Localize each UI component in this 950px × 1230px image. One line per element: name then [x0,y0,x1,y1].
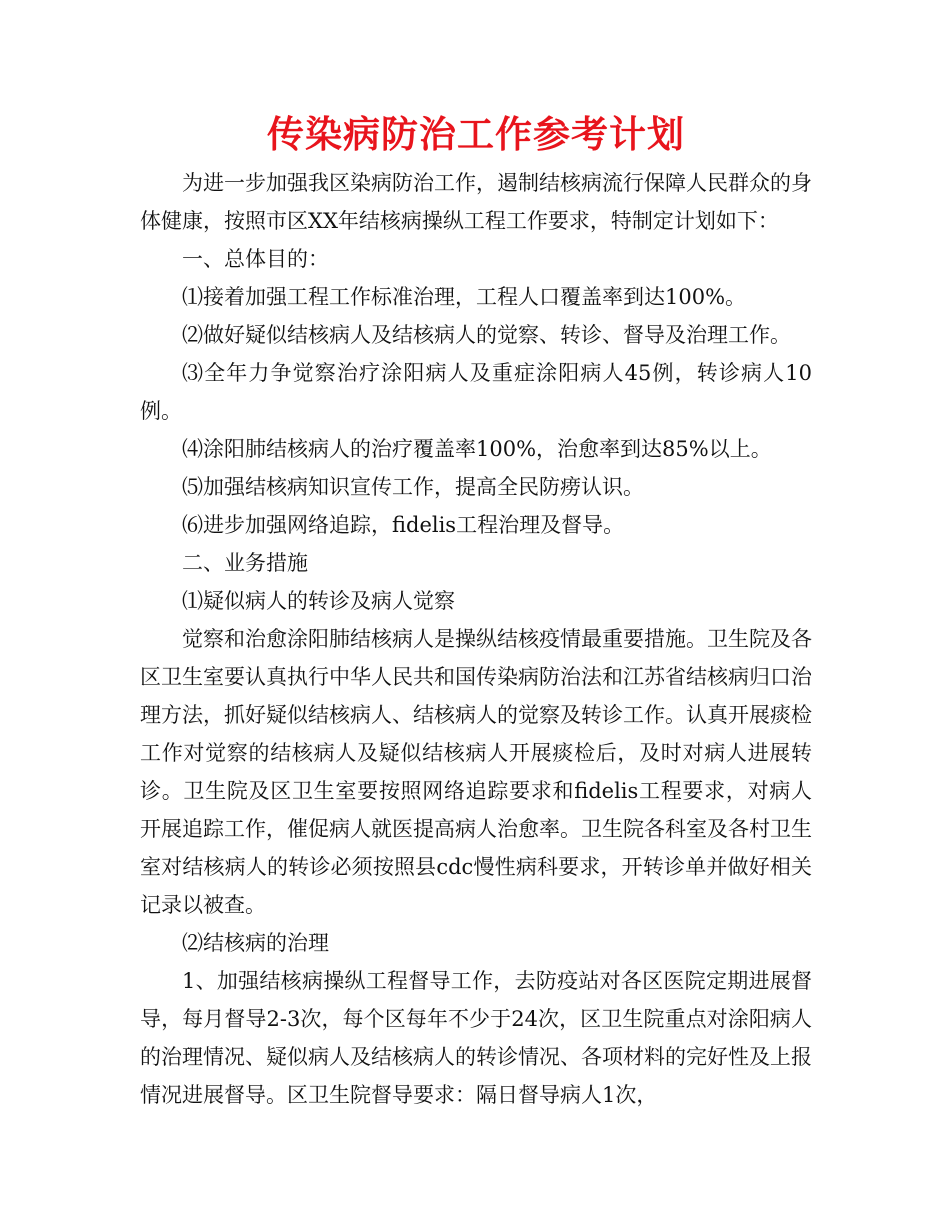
goal-item-6: ⑹进步加强网络追踪，fidelis工程治理及督导。 [182,513,625,537]
goal-item-5: ⑸加强结核病知识宣传工作，提高全民防痨认识。 [182,475,644,499]
section-heading-measures: 二、业务措施 [182,551,308,575]
goal-item-4: ⑷涂阳肺结核病人的治疗覆盖率100%，治愈率到达85%以上。 [182,437,772,461]
goal-item-3: ⑶全年力争觉察治疗涂阳病人及重症涂阳病人45例，转诊病人10例。 [140,361,812,423]
goal-item-1: ⑴接着加强工程工作标准治理，工程人口覆盖率到达100%。 [182,285,747,309]
intro-paragraph: 为进一步加强我区染病防治工作，遏制结核病流行保障人民群众的身体健康，按照市区XX年结核病操纵工程工作要求，特制定计划如下： [140,171,812,233]
subsection-heading-management: ⑵结核病的治理 [182,931,329,955]
document-title: 传染病防治工作参考计划 [267,113,685,156]
section-heading-goals: 一、总体目的： [182,247,329,271]
document-page [140,112,812,1114]
document-body [140,164,812,1114]
subsection-heading-referral: ⑴疑似病人的转诊及病人觉察 [182,589,455,613]
referral-paragraph: 觉察和治愈涂阳肺结核病人是操纵结核疫情最重要措施。卫生院及各区卫生室要认真执行中华人民共和国传染病防治法和江苏省结核病归口治理方法，抓好疑似结核病人、结核病人的觉察及转诊工作。认真开展痰检工作对觉察的结核病人及疑似结核病人开展痰检后，及时对病人进展转诊。卫生院及区卫生室要按照网络追踪要求和fidelis工程要求，对病人开展追踪工作，催促病人就医提高病人治愈率。卫生院各科室及各村卫生室对结核病人的转诊必须按照县cdc慢性病科要求，开转诊单并做好相关记录以被查。 [140,627,812,917]
goal-item-2: ⑵做好疑似结核病人及结核病人的觉察、转诊、督导及治理工作。 [182,323,791,347]
management-paragraph: 1、加强结核病操纵工程督导工作，去防疫站对各区医院定期进展督导，每月督导2-3次，每个区每年不少于24次，区卫生院重点对涂阳病人的治理情况、疑似病人及结核病人的转诊情况、各项材料的完好性及上报情况进展督导。区卫生院督导要求：隔日督导病人1次， [140,969,812,1107]
